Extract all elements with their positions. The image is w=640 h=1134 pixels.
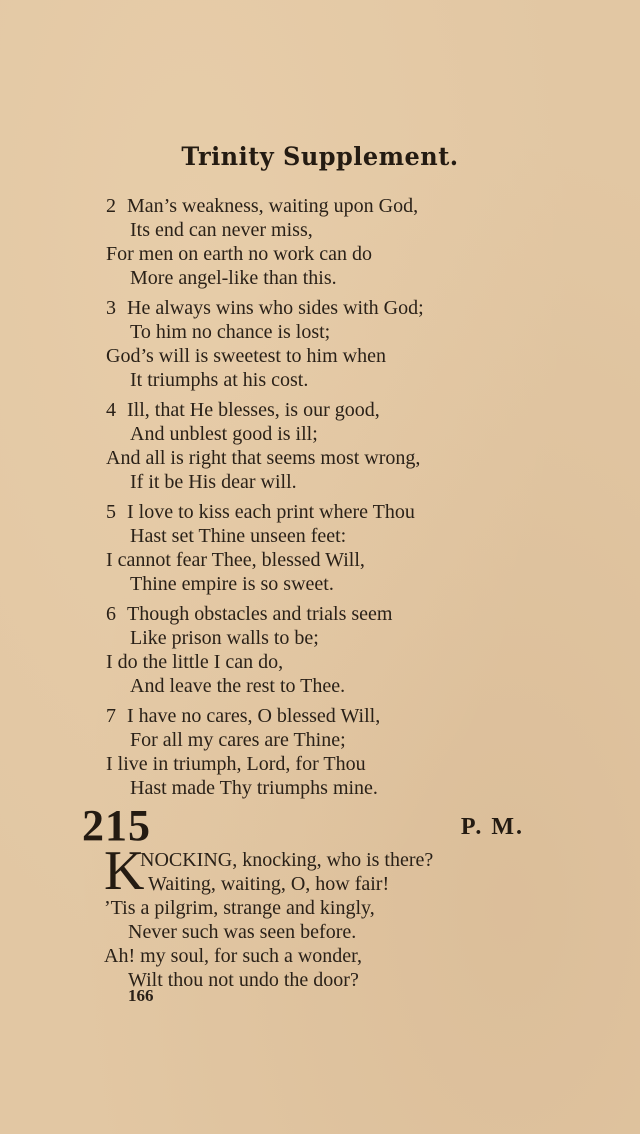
verse-line: And unblest good is ill; [130, 423, 318, 445]
verse-line: Never such was seen before. [128, 921, 357, 943]
verse-line: God’s will is sweetest to him when [106, 345, 386, 367]
verse-line: More angel-like than this. [130, 267, 337, 289]
verse-line: I cannot fear Thee, blessed Will, [106, 549, 365, 571]
verse-line: To him no chance is lost; [130, 321, 331, 343]
stanza [106, 398, 526, 494]
line-text: Man’s weakness, waiting upon God, [127, 195, 419, 217]
verse-line [106, 602, 526, 626]
verse-line: Ah! my soul, for such a wonder, [104, 945, 363, 967]
stanza-number: 5 [106, 501, 116, 523]
line-text: I have no cares, O blessed Will, [127, 705, 381, 727]
verse-line: For men on earth no work can do [106, 243, 373, 265]
verse-line: And all is right that seems most wrong, [106, 447, 421, 469]
previous-hymn-verses [106, 194, 526, 806]
verse-line: Wilt thou not undo the door? [128, 969, 359, 991]
stanza [106, 296, 526, 392]
hymn-number: 215 [82, 801, 151, 850]
stanza-number: 2 [106, 195, 116, 217]
stanza-number: 7 [106, 705, 116, 727]
verse-line: Waiting, waiting, O, how fair! [148, 873, 390, 895]
verse-line: Thine empire is so sweet. [130, 573, 334, 595]
stanza [106, 500, 526, 596]
verse-line [106, 500, 526, 524]
verse-line: Like prison walls to be; [130, 627, 319, 649]
line-text: Though obstacles and trials seem [127, 603, 393, 625]
line-text: I love to kiss each print where Thou [127, 501, 415, 523]
stanza-number: 4 [106, 399, 116, 421]
verse-line [106, 296, 526, 320]
stanza-number: 6 [106, 603, 116, 625]
verse-line: Hast set Thine unseen feet: [130, 525, 347, 547]
verse-line: ’Tis a pilgrim, strange and kingly, [104, 897, 375, 919]
verse-line: I live in triumph, Lord, for Thou [106, 753, 366, 775]
verse-line: Its end can never miss, [130, 219, 313, 241]
verse-line: For all my cares are Thine; [130, 729, 346, 751]
verse-line: If it be His dear will. [130, 471, 297, 493]
verse-line: Hast made Thy triumphs mine. [130, 777, 378, 799]
verse-line [106, 704, 526, 728]
drop-cap: K [104, 840, 145, 902]
line-text: Ill, that He blesses, is our good, [127, 399, 380, 421]
hymn-215-text [104, 840, 534, 992]
verse-line: And leave the rest to Thee. [130, 675, 346, 697]
hymn-meter: P. M. [460, 814, 524, 840]
verse-line [106, 194, 526, 218]
stanza [106, 602, 526, 698]
stanza [106, 704, 526, 800]
stanza-number: 3 [106, 297, 116, 319]
hymn-heading [82, 800, 524, 850]
stanza [106, 194, 526, 290]
verse-line [106, 398, 526, 422]
verse-line: I do the little I can do, [106, 651, 284, 673]
running-header: Trinity Supplement. [181, 142, 459, 171]
page-number: 166 [128, 986, 154, 1005]
line-text: He always wins who sides with God; [127, 297, 424, 319]
verse-line: NOCKING, knocking, who is there? [140, 849, 434, 871]
verse-line: It triumphs at his cost. [130, 369, 309, 391]
